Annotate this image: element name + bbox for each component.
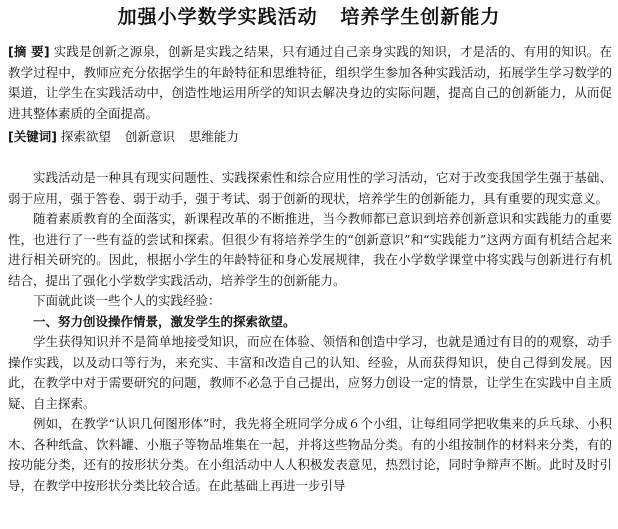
abstract-block (8, 42, 612, 124)
body-paragraph: 下面就此谈一些个人的实践经验： (33, 293, 221, 308)
body-paragraph: 学生获得知识并不是简单地接受知识，而应在体验、领悟和创造中学习，也就是通过有目的的观察，动手操作实践，以及动口等行为，来充实、丰富和改造自己的认知、经验，从而获得知识，使自己得到发展。因此，在教学中对于需要研究的问题，教师不必急于自己提出，应努力创设一定的情景，让学生在实践中自主质疑、自主探索。 (8, 334, 612, 411)
body-paragraph: 实践活动是一种具有现实问题性、实践探索性和综合应用性的学习活动，它对于改变我国学生强于基础、弱于应用，强于答卷、弱于动手，强于考试、弱于创新的现状，培养学生的创新能力，具有重要的现实意义。 (8, 170, 612, 206)
body-paragraph: 例如，在教学“认识几何图形体”时，我先将全班同学分成６个小组，让每组同学把收集来的乒乓球、小积木、各种纸盒、饮料罐、小瓶子等物品堆集在一起，并将这些物品分类。有的小组按制作的材料来分类，有的按功能分类，还有的按形状分类。在小组活动中人人积极发表意见，热烈讨论，同时争辩声不断。此时及时引导，在教学中按形状分类比较合适。在此基础上再进一步引导 (8, 416, 612, 493)
document-body (8, 168, 612, 496)
keywords-block (8, 127, 612, 148)
keyword-item: 探索欲望 (60, 129, 111, 144)
section-heading: 一、努力创设操作情景，激发学生的探索欲望。 (33, 313, 296, 329)
abstract-text: 实践是创新之源泉，创新是实践之结果，只有通过自己亲身实践的知识，才是活的、有用的知识。在教学过程中，教师应充分依据学生的年龄特征和思维特征，组织学生参加各种实践活动，拓展学生学习数学的渠道，让学生在实践活动中，创造性地运用所学的知识去解决身边的实际问题，提高自己的创新能力，从而促进其整体素质的全面提高。 (8, 44, 612, 121)
keywords-label: [关键词] (8, 129, 57, 144)
body-paragraph: 随着素质教育的全面落实，新课程改革的不断推进，当今教师都已意识到培养创新意识和实践能力的重要性，也进行了一些有益的尝试和探索。但很少有将培养学生的“创新意识”和“实践能力”这两方面有机结合起来进行相关研究的。因此，根据小学生的年龄特征和身心发展规律，我在小学数学课堂中将实践与创新进行有机结合，提出了强化小学数学实践活动，培养学生的创新能力。 (8, 211, 612, 288)
keyword-item: 创新意识 (124, 129, 175, 144)
document-title: 加强小学数学实践活动 培养学生创新能力 (117, 6, 501, 28)
abstract-label: [摘 要] (8, 44, 50, 59)
keyword-item: 思维能力 (188, 129, 239, 144)
